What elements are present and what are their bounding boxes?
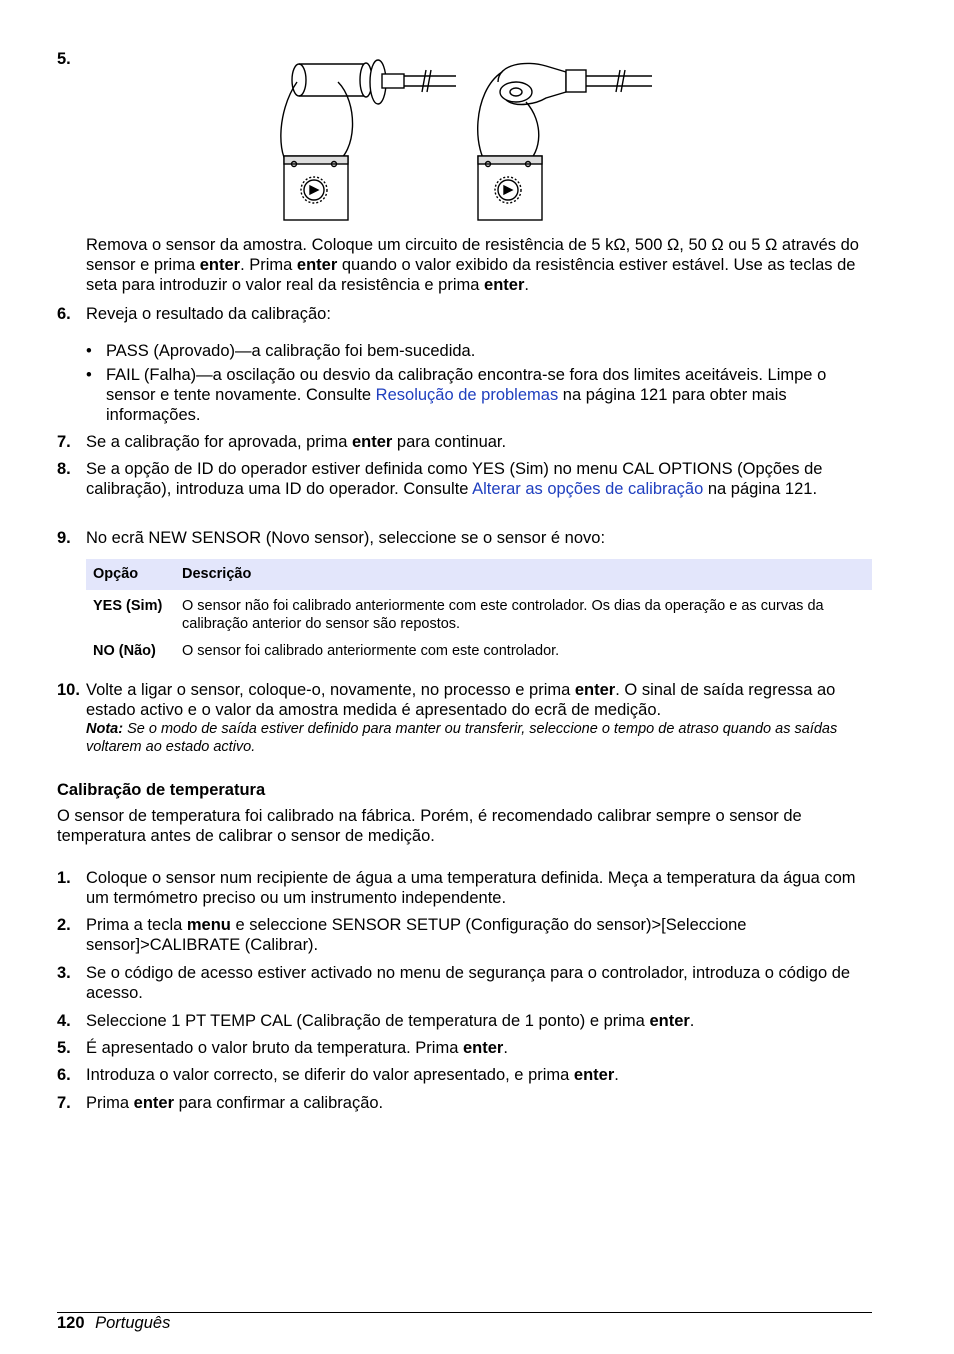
options-table xyxy=(86,559,872,666)
step-number: 8. xyxy=(57,460,71,478)
step-number: 4. xyxy=(57,1012,71,1030)
step-number: 6. xyxy=(57,305,71,323)
table-header xyxy=(86,559,872,590)
table-cell: NO (Não) xyxy=(93,643,156,659)
step7-text: Se a calibração for aprovada, prima enter para continuar. xyxy=(86,433,507,451)
step-number: 5. xyxy=(57,1039,71,1057)
footer-rule xyxy=(57,1312,872,1313)
link-troubleshooting[interactable]: Resolução de problemas xyxy=(375,386,559,404)
step-number: 2. xyxy=(57,916,71,934)
table-cell: O sensor foi calibrado anteriormente com este controlador. xyxy=(182,643,560,659)
table-row xyxy=(86,636,872,666)
step-number: 7. xyxy=(57,433,71,451)
footer-language: Português xyxy=(95,1314,171,1332)
table-row xyxy=(86,590,872,636)
section-heading: Calibração de temperatura xyxy=(57,781,266,799)
step-number: 6. xyxy=(57,1066,71,1084)
link-cal-options[interactable]: Alterar as opções de calibração xyxy=(472,480,704,498)
table-header-cell: Descrição xyxy=(182,566,252,582)
step8-text: Se a opção de ID do operador estiver definida como YES (Sim) no menu CAL OPTIONS (Opções de calibração), introduza uma ID do operador. Consulte Alterar as opções de calibração na página 121. xyxy=(86,460,823,498)
page-number: 120 xyxy=(57,1314,85,1332)
table-cell: YES (Sim) xyxy=(93,598,163,614)
step5-text: Remova o sensor da amostra. Coloque um circuito de resistência de 5 kΩ, 500 Ω, 50 Ω ou 5 Ω através do sensor e prima enter. Prima enter quando o valor exibido da resistência estiver estável. Use as teclas de seta para introduzir o valor real da resistência e prima enter. xyxy=(86,236,859,294)
table-header-cell: Opção xyxy=(93,566,139,582)
step10-text: Volte a ligar o sensor, coloque-o, novamente, no processo e prima enter. O sinal de saída regressa ao estado activo e o valor da amostra medida é apresentado do ecrã de medição. xyxy=(86,681,836,719)
step-number: 9. xyxy=(57,529,71,547)
temp-step-text: Se o código de acesso estiver activado no menu de segurança para o controlador, introduza o código de acesso. xyxy=(86,964,851,1002)
temp-step-text: Introduza o valor correcto, se diferir do valor apresentado, e prima enter. xyxy=(86,1066,619,1084)
step6-text: Reveja o resultado da calibração: xyxy=(86,305,331,323)
temp-step-text: Coloque o sensor num recipiente de água a uma temperatura definida. Meça a temperatura da água com um termómetro preciso ou um instrumento independente. xyxy=(86,869,856,907)
page-footer xyxy=(57,1313,170,1333)
step-number: 5. xyxy=(57,50,71,68)
sensor-resistor-illustration xyxy=(276,52,658,224)
temp-step-text: Prima a tecla menu e seleccione SENSOR SETUP (Configuração do sensor)>[Seleccione sensor]>CALIBRATE (Calibrar). xyxy=(86,916,747,954)
section-intro: O sensor de temperatura foi calibrado na fábrica. Porém, é recomendado calibrar sempre o sensor de temperatura antes de calibrar o sensor de medição. xyxy=(57,807,802,845)
bullet-pass: PASS (Aprovado)—a calibração foi bem-sucedida. xyxy=(106,342,476,360)
temp-step-text: É apresentado o valor bruto da temperatura. Prima enter. xyxy=(86,1039,508,1057)
step-number: 7. xyxy=(57,1094,71,1112)
note: Nota: Se o modo de saída estiver definido para manter ou transferir, seleccione o tempo de atraso quando as saídas voltarem ao estado activo. xyxy=(86,721,838,755)
step-number: 3. xyxy=(57,964,71,982)
temp-step-text: Seleccione 1 PT TEMP CAL (Calibração de temperatura de 1 ponto) e prima enter. xyxy=(86,1012,695,1030)
temp-step-text: Prima enter para confirmar a calibração. xyxy=(86,1094,384,1112)
step-number: 1. xyxy=(57,869,71,887)
bullet-fail: FAIL (Falha)—a oscilação ou desvio da calibração encontra-se fora dos limites aceitáveis. Limpe o sensor e tente novamente. Consulte Resolução de problemas na página 121 para obter mais informações. xyxy=(106,366,827,424)
table-cell: O sensor não foi calibrado anteriormente com este controlador. Os dias da operação e as curvas da calibração anterior do sensor são repostos. xyxy=(182,598,824,632)
bullet: • xyxy=(86,366,92,384)
bullet: • xyxy=(86,342,92,360)
step9-text: No ecrã NEW SENSOR (Novo sensor), seleccione se o sensor é novo: xyxy=(86,529,606,547)
step-number: 10. xyxy=(57,681,80,699)
